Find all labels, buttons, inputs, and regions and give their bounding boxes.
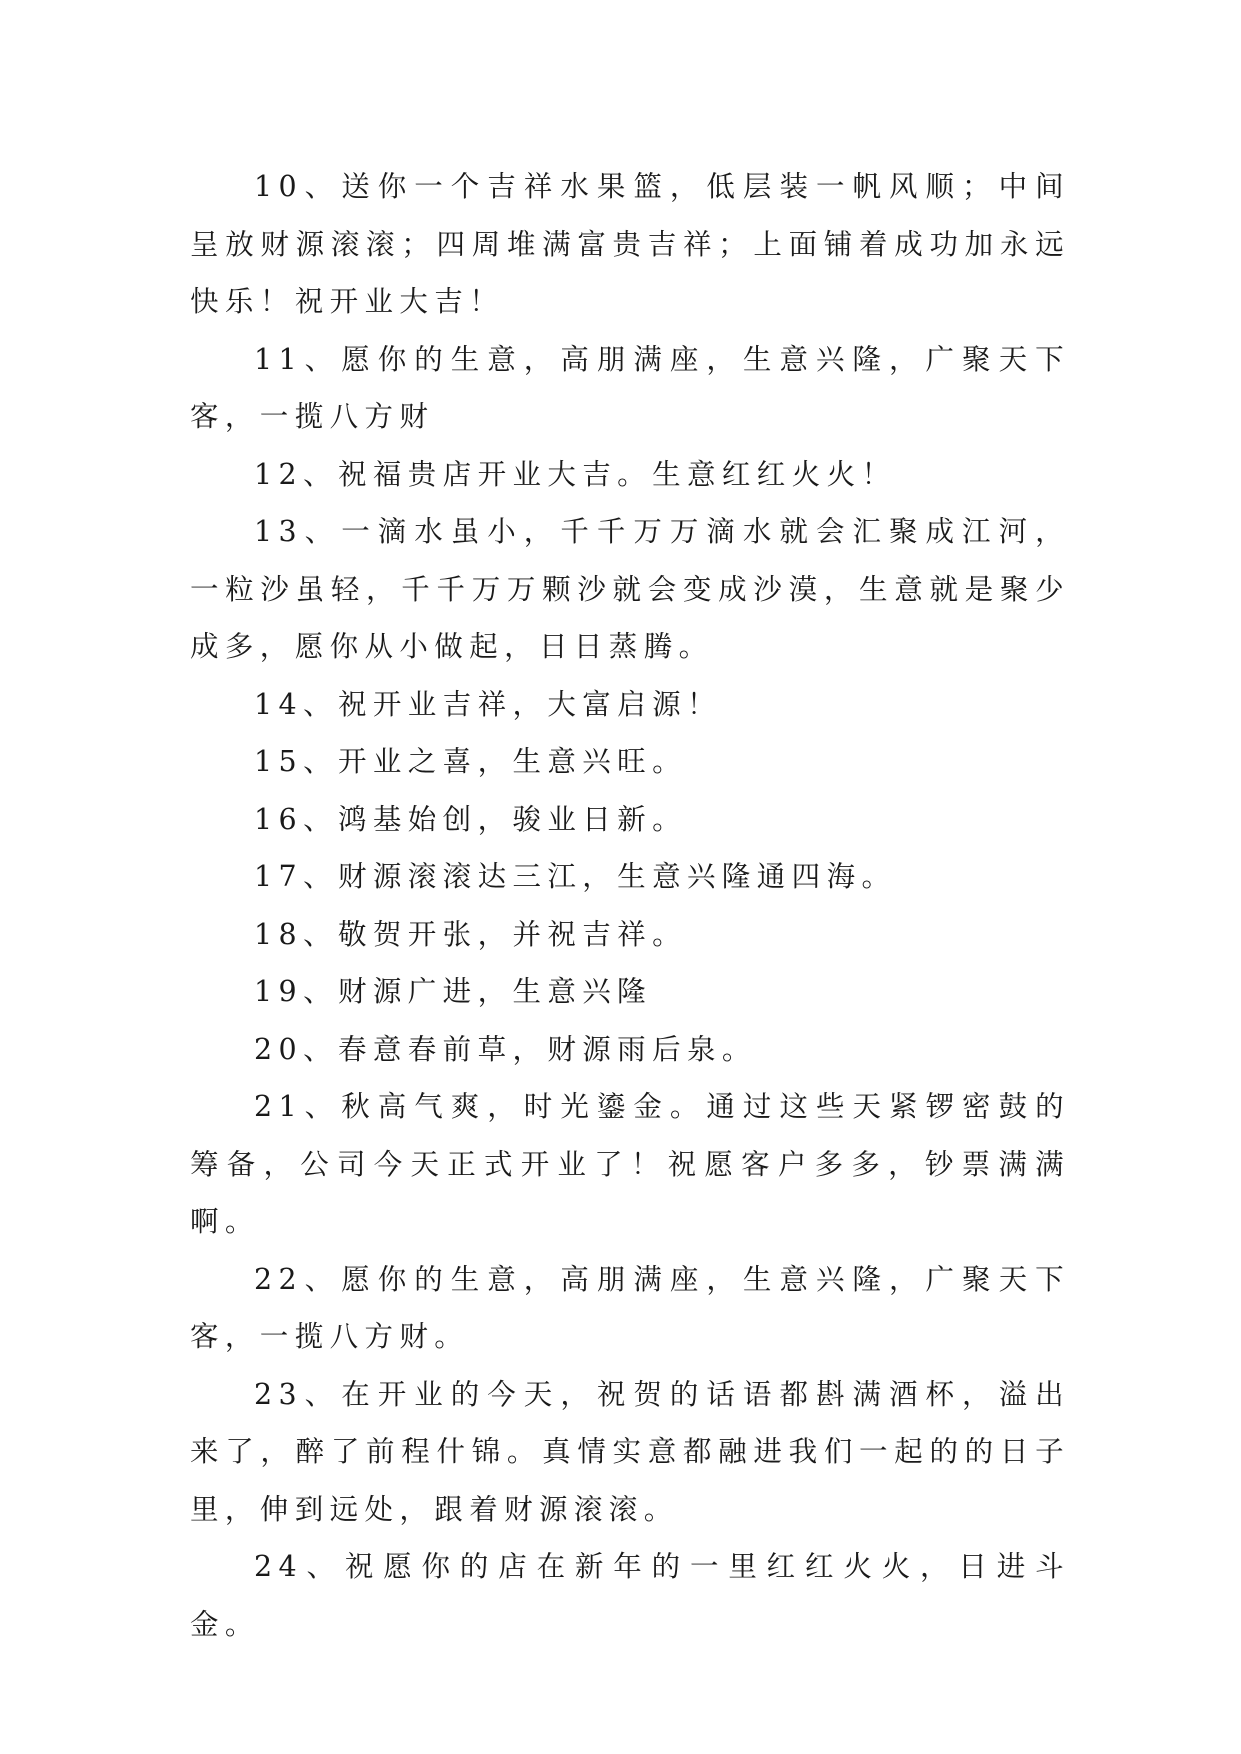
paragraph-16: 16、鸿基始创，骏业日新。 [254, 802, 687, 836]
paragraph-23: 23、在开业的今天，祝贺的话语都斟满酒杯，溢出来了，醉了前程什锦。真情实意都融进我们一起的的日子里，伸到远处，跟着财源滚滚。 [190, 1377, 1070, 1526]
paragraph-14: 14、祝开业吉祥，大富启源！ [254, 687, 722, 721]
paragraph-11: 11、愿你的生意，高朋满座，生意兴隆，广聚天下客，一揽八方财 [190, 342, 1070, 433]
paragraph-13: 13、一滴水虽小，千千万万滴水就会汇聚成江河，一粒沙虽轻，千千万万颗沙就会变成沙漠，生意就是聚少成多，愿你从小做起，日日蒸腾。 [190, 515, 1070, 663]
paragraph-15: 15、开业之喜，生意兴旺。 [254, 745, 687, 778]
paragraph-22: 22、愿你的生意，高朋满座，生意兴隆，广聚天下客，一揽八方财。 [190, 1262, 1070, 1353]
paragraph-20: 20、春意春前草，财源雨后泉。 [254, 1032, 757, 1066]
paragraph-12: 12、祝福贵店开业大吉。生意红红火火！ [254, 457, 897, 491]
paragraph-21: 21、秋高气爽，时光鎏金。通过这些天紧锣密鼓的筹备，公司今天正式开业了！祝愿客户多多，钞票满满啊。 [190, 1090, 1070, 1238]
document-body [190, 158, 1070, 1653]
paragraph-18: 18、敬贺开张，并祝吉祥。 [254, 917, 687, 951]
paragraph-19: 19、财源广进，生意兴隆 [254, 975, 653, 1008]
paragraph-24: 24、祝愿你的店在新年的一里红红火火，日进斗金。 [190, 1550, 1070, 1641]
paragraph-17: 17、财源滚滚达三江，生意兴隆通四海。 [254, 860, 897, 893]
paragraph-10: 10、送你一个吉祥水果篮，低层装一帆风顺；中间呈放财源滚滚；四周堆满富贵吉祥；上面铺着成功加永远快乐！祝开业大吉！ [190, 170, 1070, 318]
